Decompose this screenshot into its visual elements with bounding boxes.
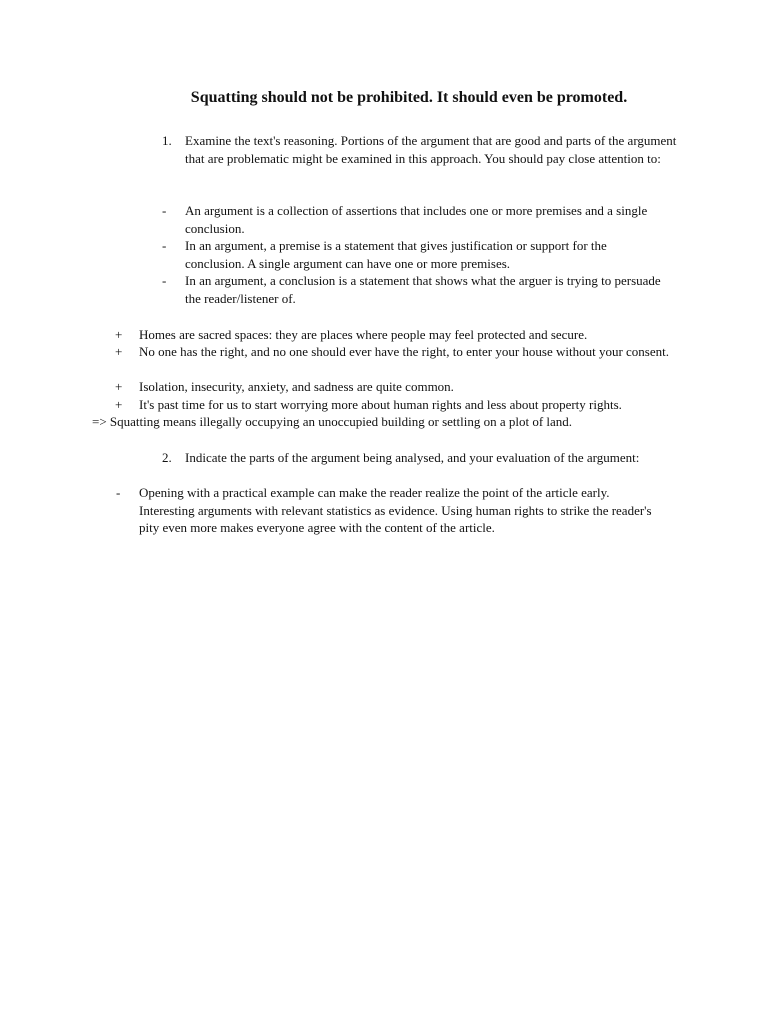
dash-marker: -	[162, 238, 167, 253]
dash-text: In an argument, a premise is a statement that gives justification or support for the conclusion. A single argument can have one or more premises.	[185, 238, 607, 271]
plus-marker: +	[115, 379, 123, 394]
plus-marker: +	[115, 327, 123, 342]
item-text: Examine the text's reasoning. Portions of the argument that are good and parts of the argument that are problematic might be examined in this approach. You should pay close attention to:	[185, 133, 677, 166]
plus-text: It's past time for us to start worrying more about human rights and less about property rights.	[139, 397, 622, 412]
dash-text: Opening with a practical example can make the reader realize the point of the article early. Interesting arguments with relevant statistics as evidence. Using human rights to strike the reader's pity even more makes everyone agree with the content of the article.	[139, 485, 652, 536]
dash-text: In an argument, a conclusion is a statement that shows what the arguer is trying to persuade the reader/listener of.	[185, 273, 661, 306]
conclusion-line: => Squatting means illegally occupying an unoccupied building or settling on a plot of land.	[92, 414, 573, 429]
plus-marker: +	[115, 344, 123, 359]
plus-text: No one has the right, and no one should ever have the right, to enter your house without your consent.	[139, 344, 669, 359]
item-text: Indicate the parts of the argument being analysed, and your evaluation of the argument:	[185, 450, 640, 465]
item-number: 1.	[162, 133, 172, 148]
dash-marker: -	[116, 485, 121, 500]
dash-text: An argument is a collection of assertions that includes one or more premises and a single conclusion.	[185, 203, 648, 236]
dash-marker: -	[162, 273, 167, 288]
dash-marker: -	[162, 203, 167, 218]
plus-text: Homes are sacred spaces: they are places where people may feel protected and secure.	[139, 327, 588, 342]
item-number: 2.	[162, 450, 172, 465]
plus-marker: +	[115, 397, 123, 412]
plus-text: Isolation, insecurity, anxiety, and sadness are quite common.	[139, 379, 454, 394]
document-title: Squatting should not be prohibited. It should even be promoted.	[190, 89, 628, 106]
